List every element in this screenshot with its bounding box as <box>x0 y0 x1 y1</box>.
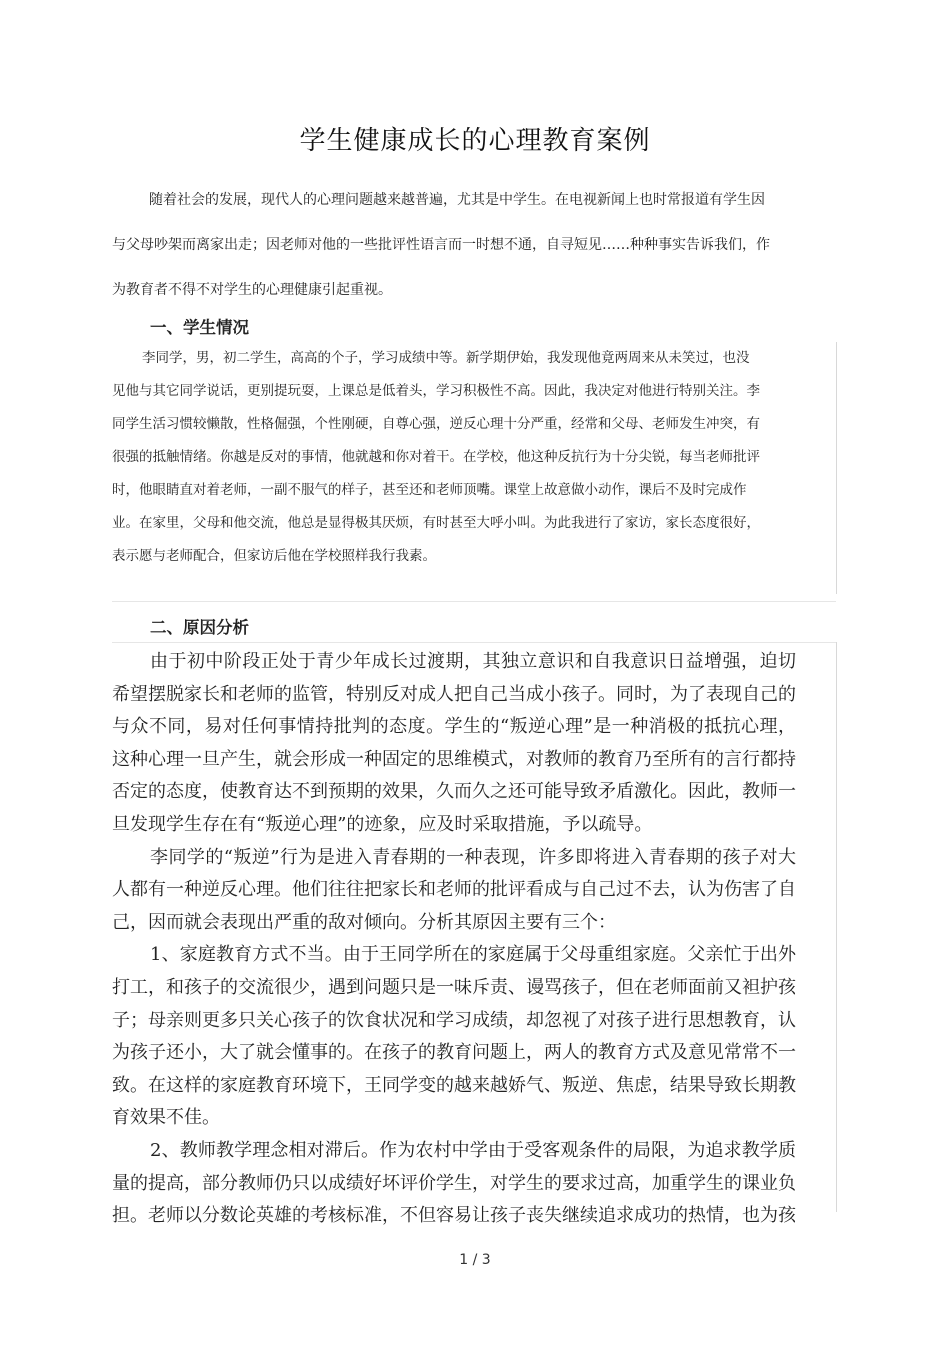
cause-analysis-paragraph: 2、教师教学理念相对滞后。作为农村中学由于受客观条件的局限，为追求教学质量的提高，部分教师仍只以成绩好坏评价学生，对学生的要求过高，加重学生的课业负担。老师以分数论英雄的考核标准，不但容易让孩子丧失继续追求成功的热情，也为孩 <box>112 1139 796 1227</box>
document-title: 学生健康成长的心理教育案例 <box>299 126 651 156</box>
cause-analysis-paragraph: 1、家庭教育方式不当。由于王同学所在的家庭属于父母重组家庭。父亲忙于出外打工，和孩子的交流很少，遇到问题只是一味斥责、谩骂孩子，但在老师面前又袒护孩子；母亲则更多只关心孩子的饮食状况和学习成绩，却忽视了对孩子进行思想教育，认为孩子还小，大了就会懂事的。在孩子的教育问题上，两人的教育方式及意见常常不一致。在这样的家庭教育环境下，王同学变的越来越娇气、叛逆、焦虑，结果导致长期教育效果不佳。 <box>112 944 796 1129</box>
section-heading-student-situation: 一、学生情况 <box>150 318 249 337</box>
cause-analysis-body <box>112 646 796 1233</box>
student-situation-paragraph: 李同学，男，初二学生，高高的个子，学习成绩中等。新学期伊始，我发现他竟两周来从未笑过，也没见他与其它同学说话，更别提玩耍，上课总是低着头，学习积极性不高。因此，我决定对他进行特别关注。李同学生活习惯较懒散，性格倔强，个性刚硬，自尊心强，逆反心理十分严重，经常和父母、老师发生冲突，有很强的抵触情绪。你越是反对的事情，他就越和你对着干。在学校，他这种反抗行为十分尖锐，每当老师批评时，他眼睛直对着老师，一副不服气的样子，甚至还和老师顶嘴。课堂上故意做小动作，课后不及时完成作业。在家里，父母和他交流，他总是显得极其厌烦，有时甚至大呼小叫。为此我进行了家访，家长态度很好，表示愿与老师配合，但家访后他在学校照样我行我素。 <box>112 350 760 564</box>
cause-analysis-paragraph: 由于初中阶段正处于青少年成长过渡期，其独立意识和自我意识日益增强，迫切希望摆脱家长和老师的监管，特别反对成人把自己当成小孩子。同时，为了表现自己的与众不同，易对任何事情持批判的态度。学生的“叛逆心理”是一种消极的抵抗心理，这种心理一旦产生，就会形成一种固定的思维模式，对教师的教育乃至所有的言行都持否定的态度，使教育达不到预期的效果，久而久之还可能导致矛盾激化。因此，教师一旦发现学生存在有“叛逆心理”的迹象，应及时采取措施，予以疏导。 <box>112 651 796 835</box>
page-number: 1 / 3 <box>459 1252 491 1268</box>
section-heading-cause-analysis: 二、原因分析 <box>150 618 249 637</box>
cause-analysis-paragraph: 李同学的“叛逆”行为是进入青春期的一种表现，许多即将进入青春期的孩子对大人都有一种逆反心理。他们往往把家长和老师的批评看成与自己过不去，认为伤害了自己，因而就会表现出严重的敌对倾向。分析其原因主要有三个： <box>112 846 796 933</box>
margin-divider <box>836 642 837 1212</box>
margin-divider <box>836 342 837 594</box>
section-divider <box>112 642 836 643</box>
intro-paragraph: 随着社会的发展，现代人的心理问题越来越普遍，尤其是中学生。在电视新闻上也时常报道有学生因与父母吵架而离家出走；因老师对他的一些批评性语言而一时想不通，自寻短见……种种事实告诉我们，作为教育者不得不对学生的心理健康引起重视。 <box>112 192 770 298</box>
section-divider <box>112 601 836 602</box>
